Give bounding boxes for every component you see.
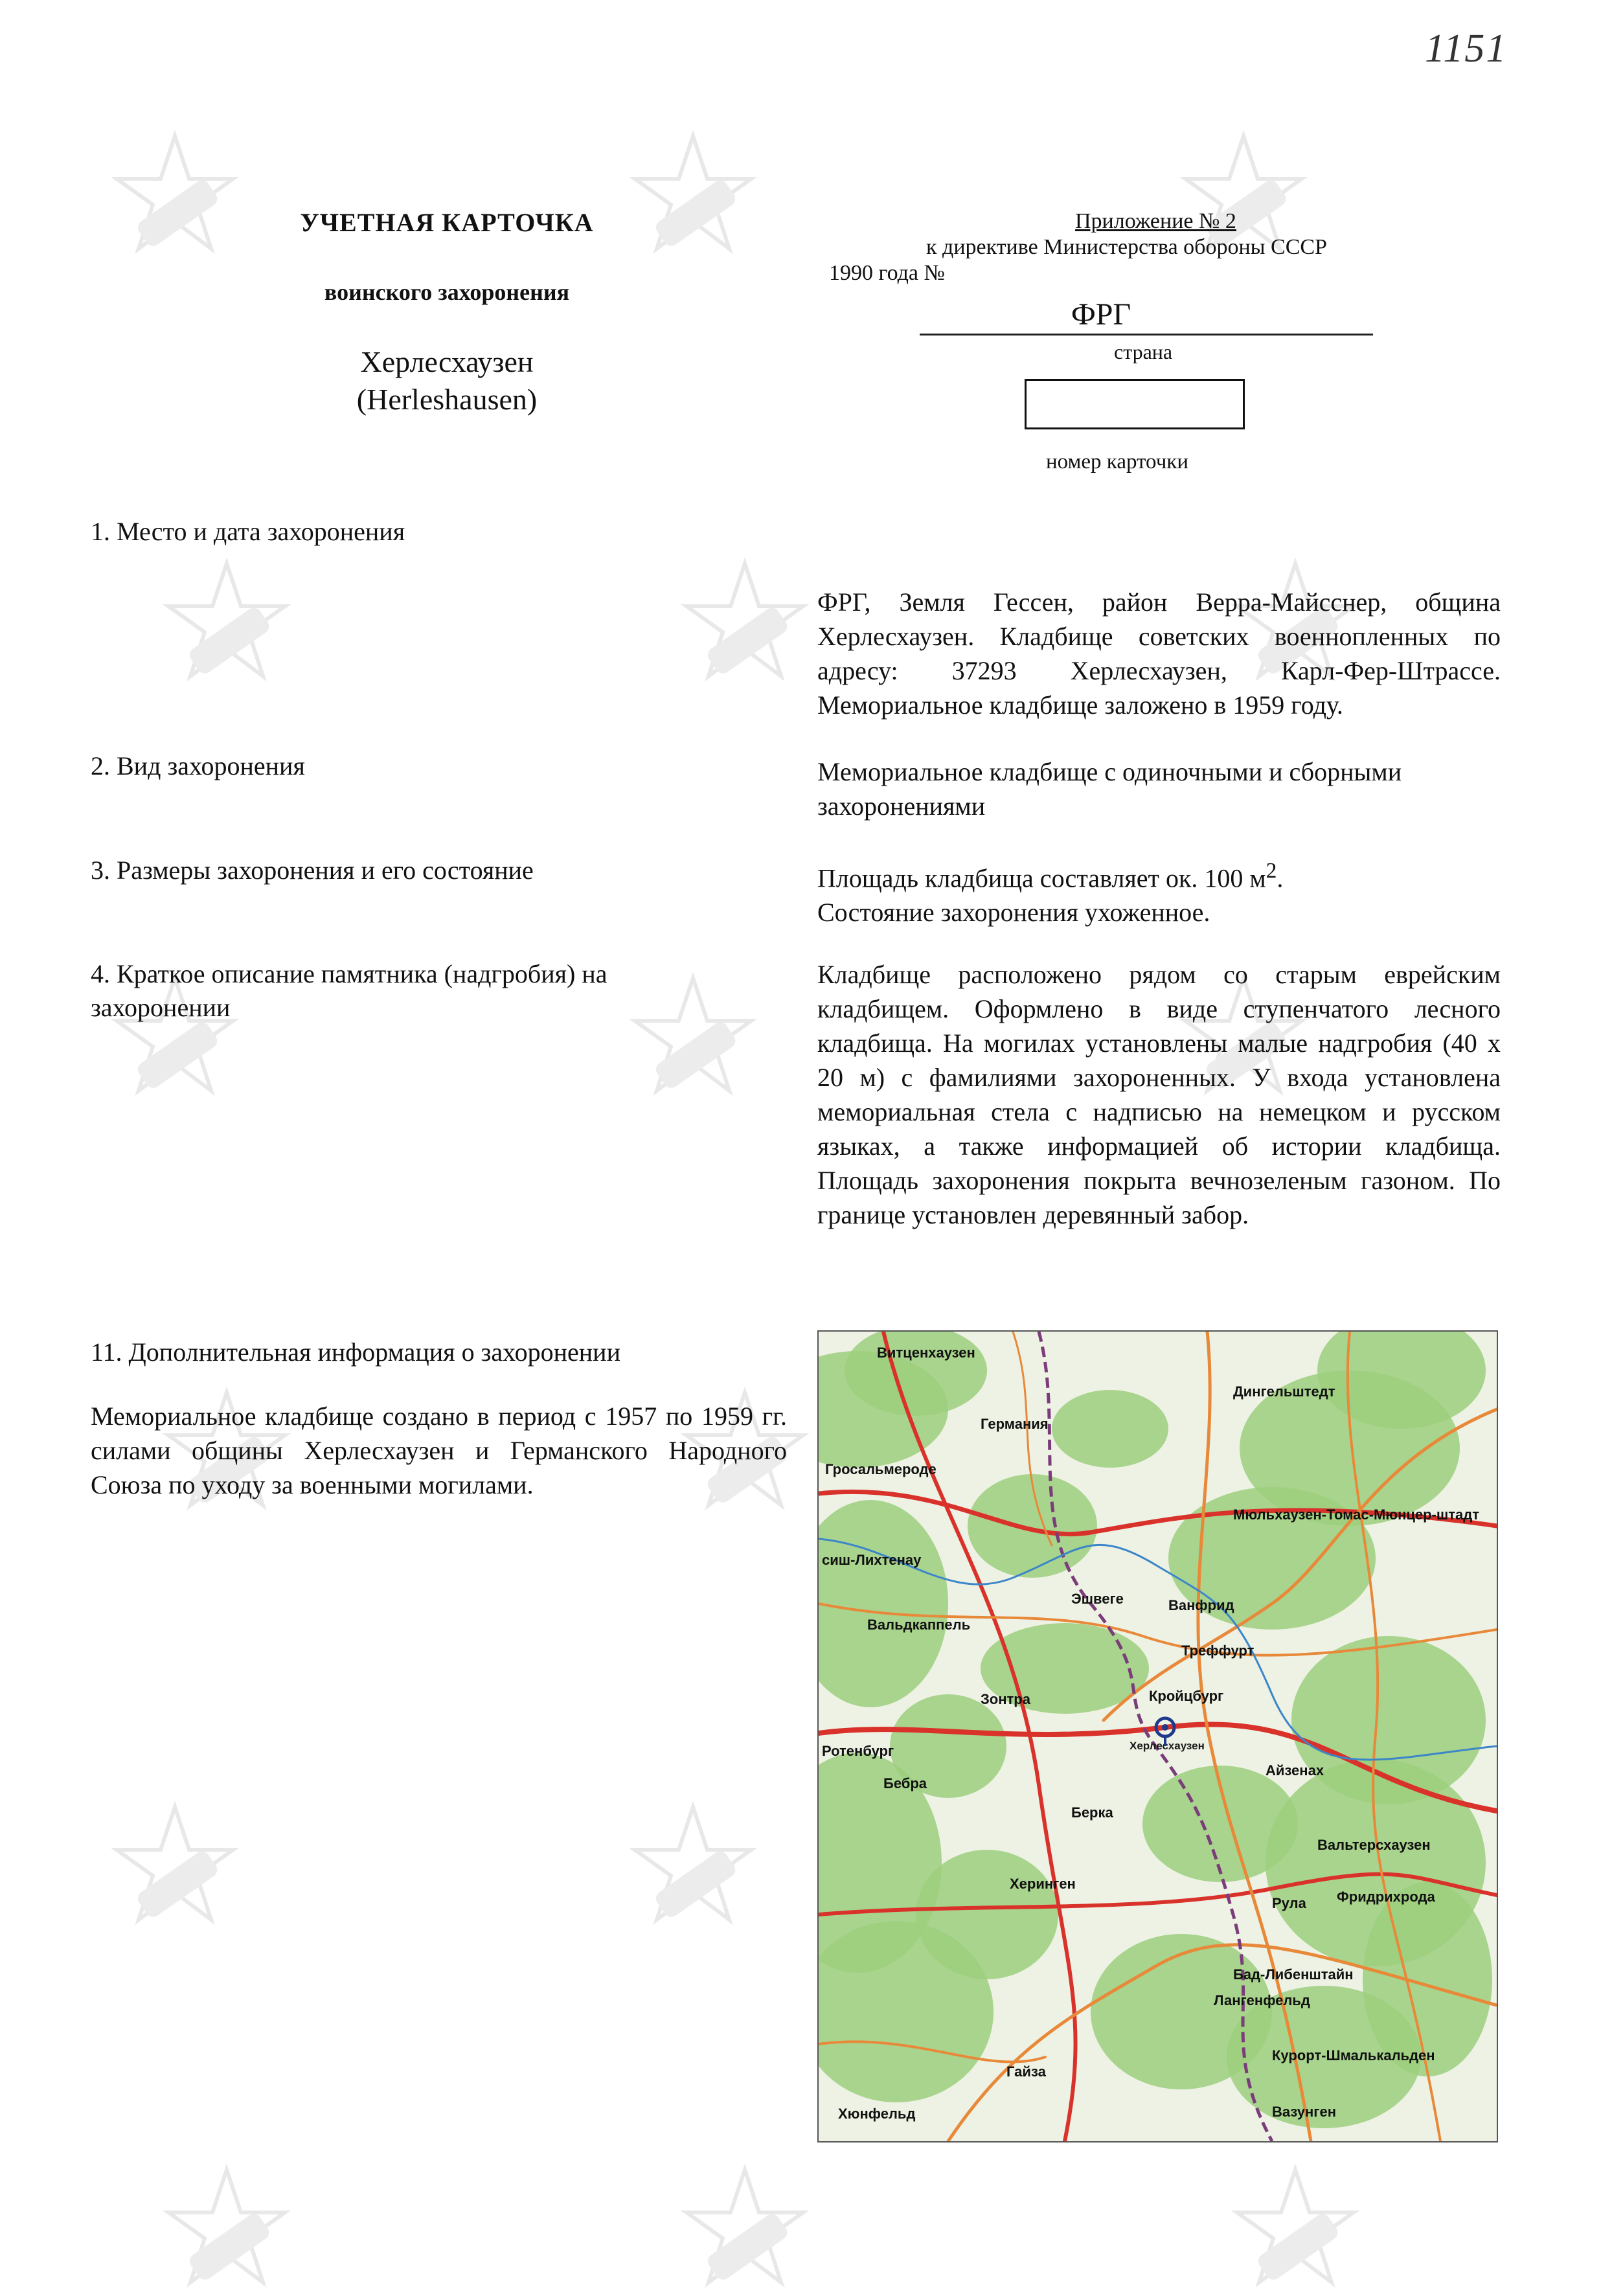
- annex-directive: к директиве Министерства обороны СССР: [926, 235, 1327, 259]
- annex-reference: [829, 209, 1327, 286]
- map-place-label: Дингельштедт: [1233, 1383, 1335, 1400]
- map-place-label: Берка: [1071, 1804, 1113, 1821]
- map-place-label: Кройцбург: [1149, 1688, 1224, 1704]
- map-place-label: Херлесхаузен: [1130, 1740, 1205, 1752]
- map-place-label: Вальтерсхаузен: [1317, 1837, 1431, 1853]
- country-underline: [920, 334, 1373, 335]
- card-number-box: [1025, 379, 1245, 429]
- section-3-label: 3. Размеры захоронения и его состояние: [91, 856, 534, 885]
- watermark-star-icon: [680, 557, 810, 687]
- forest-area: [968, 1474, 1097, 1578]
- location-map: [817, 1330, 1498, 2143]
- section-1-value: ФРГ, Земля Гессен, район Верра-Майсснер, община Херлесхаузен. Кладбище советских военнопленных по адресу: 37293 Херлесхаузен, Карл-Фер-Штрассе. Мемориальное кладбище заложено в 1959 году.: [817, 587, 1501, 720]
- section-11-label: 11. Дополнительная информация о захоронении: [91, 1337, 620, 1367]
- map-place-label: Витценхаузен: [877, 1345, 975, 1361]
- watermark-star-icon: [110, 130, 240, 259]
- card-title: УЧЕТНАЯ КАРТОЧКА: [300, 208, 594, 237]
- area-line: [817, 854, 1501, 895]
- section-4-value: Кладбище расположено рядом со старым еврейским кладбищем. Оформлено в виде ступенчатого лесного кладбища. На могилах установлены малые надгробия (40 х 20 м) с фамилиями захороненных. У входа установлена мемориальная стела с надписью на немецком и русском языках, а также информацией об истории кладбища. Площадь захоронения покрыта вечнозеленым газоном. По границе установлен деревянный забор.: [817, 960, 1501, 1229]
- condition-line: Состояние захоронения ухоженное.: [817, 898, 1210, 927]
- place-name-de: (Herleshausen): [356, 383, 538, 416]
- map-place-label: Бад-Либенштайн: [1233, 1966, 1354, 1983]
- watermark-star-icon: [680, 2163, 810, 2293]
- card-subtitle: воинского захоронения: [324, 279, 570, 305]
- map-place-label: Гросальмероде: [825, 1461, 937, 1477]
- watermark-star-icon: [110, 1801, 240, 1930]
- map-place-label: Айзенах: [1266, 1762, 1324, 1779]
- map-place-label: Курорт-Шмалькальден: [1272, 2047, 1435, 2063]
- area-unit-sup: 2: [1266, 859, 1277, 883]
- map-place-label: Лангенфельд: [1214, 1992, 1310, 2008]
- map-place-label: Вазунген: [1272, 2104, 1336, 2120]
- map-place-label: Ротенбург: [822, 1743, 894, 1759]
- page-number: 1151: [1425, 27, 1508, 71]
- annex-number: Приложение № 2: [1075, 209, 1236, 233]
- map-graphic: [819, 1332, 1497, 2141]
- map-place-label: Вальдкаппель: [867, 1617, 971, 1633]
- place-name-ru: Херлесхаузен: [360, 345, 534, 378]
- annex-year: 1990 года №: [829, 261, 945, 285]
- map-place-label: Хюнфельд: [838, 2106, 916, 2122]
- card-number-label: номер карточки: [1046, 450, 1188, 473]
- map-place-label: Бебра: [883, 1775, 927, 1791]
- map-place-label: Фридрихрода: [1337, 1889, 1435, 1905]
- watermark-star-icon: [628, 1801, 758, 1930]
- section-11-text: Мемориальное кладбище создано в период с 1957 по 1959 гг. силами общины Херлесхаузен и Германского Народного Союза по уходу за военными могилами.: [91, 1402, 787, 1499]
- section-2-value: Мемориальное кладбище с одиночными и сборными захоронениями: [817, 757, 1402, 821]
- map-place-label: Ванфрид: [1168, 1597, 1234, 1613]
- forest-area: [1052, 1390, 1168, 1468]
- watermark-star-icon: [628, 130, 758, 259]
- burial-place-name: [272, 343, 622, 418]
- map-place-label: Гайза: [1006, 2063, 1046, 2080]
- country-value: ФРГ: [1071, 297, 1131, 332]
- watermark-star-icon: [1231, 2163, 1360, 2293]
- map-place-label: Мюльхаузен-Томас-Мюнцер-штадт: [1233, 1506, 1479, 1523]
- section-3-value: [817, 854, 1501, 929]
- map-place-label: Херинген: [1010, 1876, 1076, 1892]
- section-1-label: 1. Место и дата захоронения: [91, 517, 405, 546]
- watermark-star-icon: [162, 557, 291, 687]
- area-end: .: [1277, 863, 1284, 893]
- map-place-label: Рула: [1272, 1895, 1306, 1911]
- watermark-star-icon: [162, 2163, 291, 2293]
- map-place-label: сиш-Лихтенау: [822, 1552, 922, 1568]
- map-place-label: Германия: [981, 1416, 1049, 1432]
- section-2-label: 2. Вид захоронения: [91, 751, 305, 780]
- map-place-label: Треффурт: [1181, 1642, 1255, 1659]
- section-4-label: 4. Краткое описание памятника (надгробия) на захоронении: [91, 959, 607, 1022]
- area-text: Площадь кладбища составляет ок. 100 м: [817, 863, 1266, 893]
- map-place-label: Зонтра: [981, 1691, 1030, 1707]
- forest-area: [916, 1850, 1058, 1979]
- map-place-label: Эшвеге: [1071, 1591, 1124, 1607]
- country-label: страна: [1114, 340, 1173, 363]
